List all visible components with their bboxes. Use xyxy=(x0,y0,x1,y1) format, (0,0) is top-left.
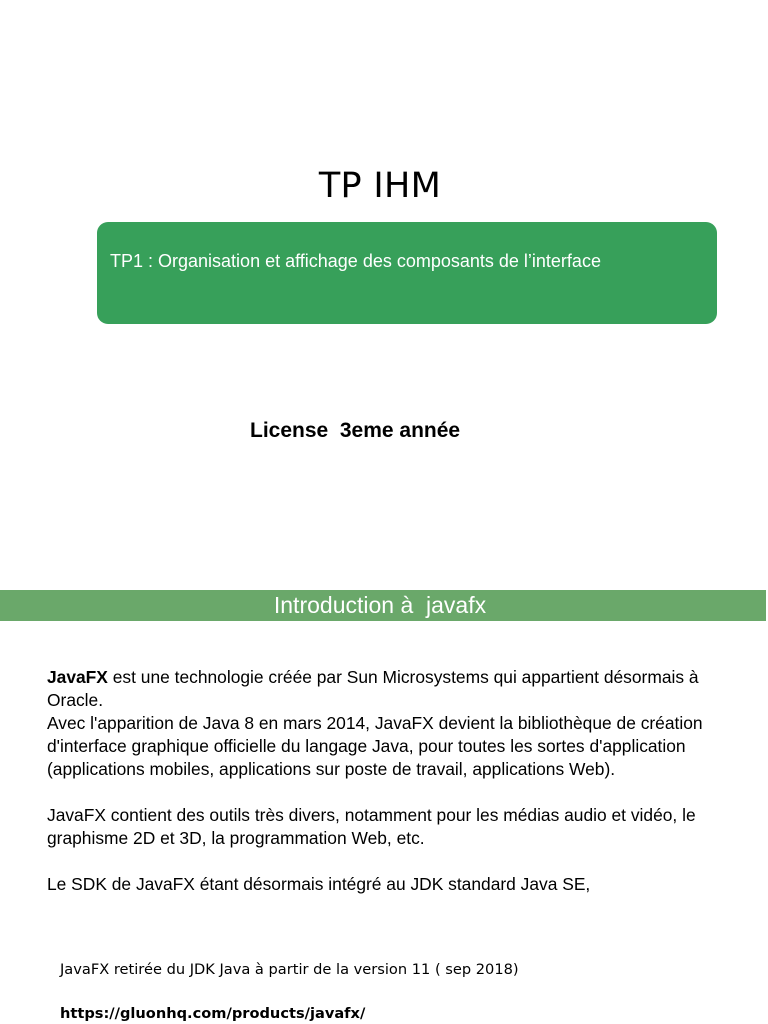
paragraph-gap xyxy=(47,850,747,873)
course-level: License 3eme année xyxy=(250,419,461,442)
paragraph-tools: JavaFX contient des outils très divers, notamment pour les médias audio et vidéo, le graphisme 2D et 3D, la programmation Web, etc. xyxy=(47,805,696,848)
paragraph-java8: Avec l'apparition de Java 8 en mars 2014, JavaFX devient la bibliothèque de création d'interface graphique officielle du langage Java, pour toutes les sortes d'application (applications mobiles, applications sur poste de travail, applications Web). xyxy=(47,713,703,779)
paragraph-origin-text: est une technologie créée par Sun Microsystems qui appartient désormais à Oracle. xyxy=(47,667,699,710)
paragraph-sdk: Le SDK de JavaFX étant désormais intégré au JDK standard Java SE, xyxy=(47,874,591,894)
paragraph-gap xyxy=(47,781,747,804)
jdk-removal-note: JavaFX retirée du JDK Java à partir de la version 11 ( sep 2018) xyxy=(60,961,519,978)
subtitle-text: TP1 : Organisation et affichage des composants de l’interface xyxy=(110,251,601,271)
section-header-bar xyxy=(0,590,766,621)
javafx-keyword: JavaFX xyxy=(47,667,108,687)
paragraph-javafx-origin xyxy=(47,666,747,712)
page-title: TP IHM xyxy=(318,166,442,206)
section-title: Introduction à javafx xyxy=(273,592,487,618)
gluon-javafx-link[interactable]: https://gluonhq.com/products/javafx/ xyxy=(60,1005,366,1022)
intro-text xyxy=(47,666,747,896)
subtitle-banner xyxy=(97,222,717,324)
